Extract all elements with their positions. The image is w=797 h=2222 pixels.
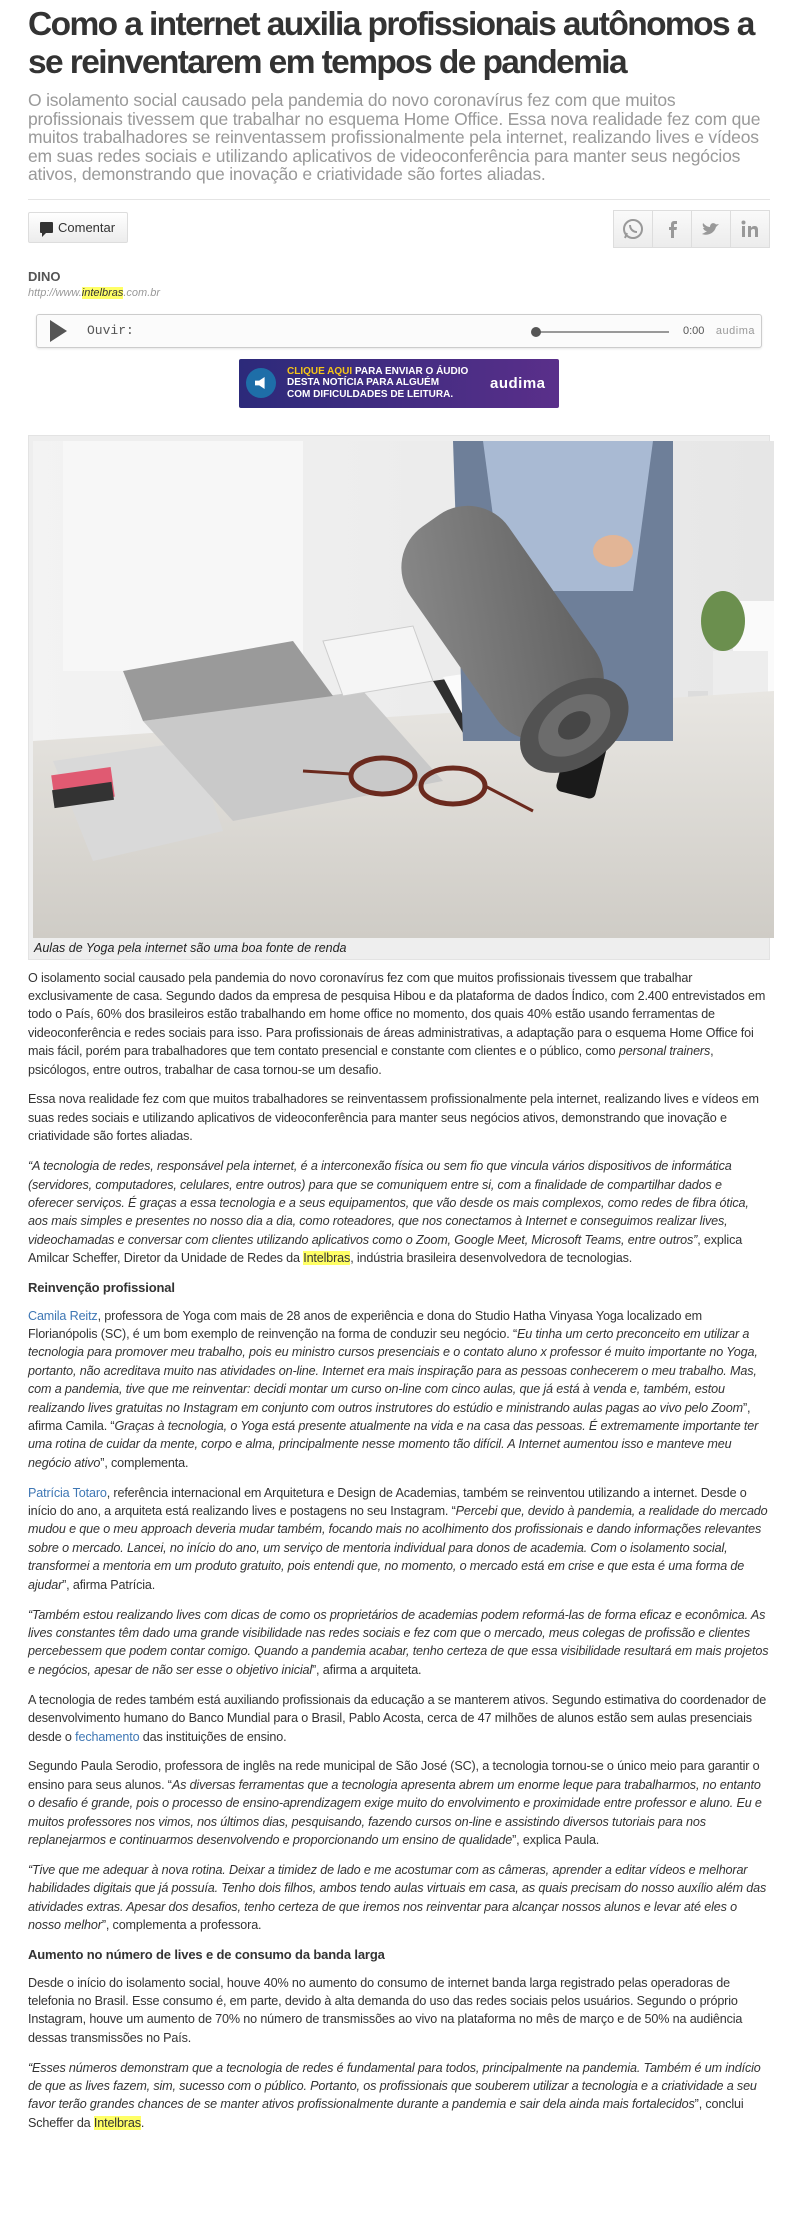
p11-end: .	[140, 2115, 145, 2130]
player-progress-handle[interactable]	[531, 327, 541, 337]
source-prefix: http://www.	[28, 286, 82, 299]
article-source[interactable]	[28, 287, 770, 299]
player-label: Ouvir:	[87, 323, 134, 338]
whatsapp-icon	[621, 217, 645, 241]
p7-text: A tecnologia de redes também está auxiliando profissionais da educação a se manterem ativos. Segundo estimativa do coordenador de desenvolvimento humano do Banco Mundial para o Brasil, Pablo Acosta, cerca de 47 milhões de alunos estão sem aulas presenciais desde o	[28, 1692, 767, 1744]
banner-text-2: DESTA NOTÍCIA PARA ALGUÉM	[287, 377, 440, 389]
comment-icon	[40, 222, 53, 233]
p3-quote: “A tecnologia de redes, responsável pela internet, é a interconexão física ou sem fio que vincula vários dispositivos de informática (servidores, computadores, celulares, entre outros) para que se comuniquem entre si, com a finalidade de compartilhar dados e oferecer serviços. É graças a essa tecnologia e a seus equipamentos, que vão desde os mais complexos, como redes de fibra ótica, aos mais simples e presentes no nosso dia a dia, como roteadores, que nos conectamos à Internet e conseguimos realizar lives, videochamadas e conversar com clientes utilizando aplicativos como o Zoom, Google Meet, Microsoft Teams, entre outros”	[28, 1159, 749, 1247]
source-suffix: .com.br	[123, 286, 161, 299]
article-author: DINO	[28, 268, 61, 284]
body-paragraph: Essa nova realidade fez com que muitos trabalhadores se reinventassem profissionalmente pela internet, realizando lives e vídeos em suas redes sociais e utilizando aplicativos de videoconferência para manter seus negócios ativos, demonstrando que inovação e criatividade são fortes aliadas.	[28, 1092, 759, 1144]
p3-end: , indústria brasileira desenvolvedora de tecnologias.	[350, 1251, 633, 1266]
p4-quote-1: Eu tinha um certo preconceito em utilizar a tecnologia para promover meu trabalho, pois eu ministro cursos presenciais e o contato aluno x professor é muito importante no Yoga, portanto, não acreditava muito nas atividades on-line. Internet era mais inspiração para as pessoas conhecerem o meu trabalho. Mas, com a pandemia, tive que me reinventar: decidi montar um curso on-line com cinco aulas, que já está à venda e, também, estou realizando lives gratuitas no Instagram em conjunto com outros instrutores do estúdio e ministrando aulas pagas ao vivo pelo Zoom	[28, 1326, 758, 1415]
banner-text-1: PARA ENVIAR O ÁUDIO	[352, 365, 469, 377]
p6-quote: “Também estou realizando lives com dicas de como os proprietários de academias podem reformá-las de forma eficaz e econômica. As lives constantes têm dado uma grande visibilidade nas redes sociais e fez com que o mercado, meus colegas de profissão e clientes percebessem que podem contar comigo. Quando a pandemia acabar, tenho certeza de que essa visibilidade resultará em mais projetos e negócios, apesar de não ser esse o objetivo inicial	[28, 1607, 769, 1677]
p8-quote: As diversas ferramentas que a tecnologia apresenta abrem um enorme leque para trabalharmos, no entanto o desafio é grande, pois o processo de ensino-aprendizagem exige muito do envolvimento e proximidade entre professor e aluno. Eu e muitos professores nos vimos, nos últimos dias, pesquisando, fazendo cursos on-line e assistindo diversos tutoriais para nos replanejarmos e continuarmos desenvolvendo e proporcionando um ensino de qualidade	[28, 1777, 762, 1848]
twitter-icon	[699, 217, 723, 241]
section-heading: Reinvenção profissional	[28, 1280, 175, 1296]
whatsapp-share-button[interactable]	[613, 210, 653, 248]
banner-highlight: CLIQUE AQUI	[287, 365, 353, 377]
p11-highlight: Intelbras	[93, 2115, 141, 2130]
p4-quote-2: Graças à tecnologia, o Yoga está presente atualmente na vida e na casa das pessoas. É extremamente importante ter uma rotina de cuidar da mente, corpo e alma, principalmente nesse momento tão difícil. A Internet aumentou isso e manteve meu negócio ativo	[28, 1418, 759, 1470]
article-title: Como a internet auxilia profissionais autônomos a se reinventarem em tempos de pandemia	[28, 6, 754, 81]
patricia-totaro-link[interactable]: Patrícia Totaro	[28, 1485, 107, 1500]
linkedin-share-button[interactable]	[730, 210, 770, 248]
p3-mid: , explica Amilcar Scheffer, Diretor da Unidade de Redes da	[28, 1232, 743, 1266]
play-button[interactable]	[37, 315, 73, 347]
banner-text-3: COM DIFICULDADES DE LEITURA.	[287, 388, 454, 400]
p5-end: ”, afirma Patrícia.	[62, 1577, 156, 1592]
facebook-icon	[660, 217, 684, 241]
p1-emphasis: personal trainers	[618, 1044, 711, 1059]
share-bar	[28, 199, 770, 257]
p8-text: Segundo Paula Serodio, professora de inglês na rede municipal de São José (SC), a tecnologia tornou-se o único meio para garantir o ensino para seus alunos. “	[28, 1759, 760, 1792]
p1-end: , psicólogos, entre outros, trabalhar de casa tornou-se um desafio.	[28, 1044, 714, 1077]
article-figure	[28, 435, 770, 960]
play-icon	[50, 320, 67, 342]
body-paragraph	[28, 1861, 770, 1935]
twitter-share-button[interactable]	[691, 210, 731, 248]
figure-caption: Aulas de Yoga pela internet são uma boa fonte de renda	[34, 940, 347, 955]
p11-quote: “Esses números demonstram que a tecnologia de redes é fundamental para todos, principalmente na pandemia. Também é um indício de que as lives fazem, sim, sucesso com o público. Portanto, os profissionais que souberem utilizar a tecnologia e a criatividade a seu favor terão grandes chances de se manter ativos profissionalmente durante a pandemia e sair dela ainda mais fortalecidos	[28, 2060, 761, 2112]
p4-mid: ”, afirma Camila. “	[28, 1400, 751, 1433]
p11-mid: ”, conclui Scheffer da	[28, 2097, 744, 2130]
audima-share-banner[interactable]	[239, 359, 559, 408]
banner-text	[287, 366, 472, 401]
comment-label: Comentar	[58, 219, 116, 235]
player-brand: audima	[715, 324, 755, 337]
p6-end: ”, afirma a arquiteta.	[312, 1662, 422, 1677]
p5-quote: Percebi que, devido à pandemia, a realidade do mercado mudou e que o meu approach deveria mudar também, focando mais no acolhimento dos profissionais e dando informações relevantes sobre o mercado. Lancei, no início do ano, um serviço de mentoria individual para donos de academia. Com o isolamento social, transformei a mentoria em um produto gratuito, pois entendi que, no momento, o mercado está em crise e que esta é uma forma de ajudar	[28, 1504, 768, 1592]
body-paragraph: Desde o início do isolamento social, houve 40% no aumento do consumo de internet banda larga registrado pelas operadoras de telefonia no Brasil. Esse consumo é, em parte, devido à alta demanda do uso das redes sociais pelos usuários. Segundo o próprio Instagram, houve um aumento de 70% no número de transmissões ao vivo na plataforma no mês de março e de 50% na audiência dessas transmissões no País.	[28, 1975, 743, 2045]
fechamento-link[interactable]: fechamento	[75, 1729, 140, 1744]
player-time: 0:00	[683, 324, 705, 337]
photo-illustration	[33, 441, 774, 938]
article-lead: O isolamento social causado pela pandemia do novo coronavírus fez com que muitos profissionais tivessem que trabalhar no esquema Home Office. Essa nova realidade fez com que muitos trabalhadores se reinventassem profissionalmente pela internet, realizando lives e vídeos em suas redes sociais e utilizando aplicativos de videoconferência para manter seus negócios ativos, demonstrando que inovação e criatividade são fortes aliadas.	[28, 90, 761, 184]
p9-end: ”, complementa a professora.	[101, 1918, 262, 1933]
yoga-office-photo	[33, 441, 774, 938]
p7-end: das instituições de ensino.	[139, 1729, 287, 1744]
facebook-share-button[interactable]	[652, 210, 692, 248]
p5-text: , referência internacional em Arquitetura e Design de Academias, também se reinventou utilizando a internet. Desde o início do ano, a arquiteta está realizando lives e postagens no seu Instagram. “	[28, 1485, 747, 1519]
linkedin-icon	[738, 217, 762, 241]
speaker-icon	[246, 368, 276, 398]
audio-player	[36, 314, 762, 348]
comment-button[interactable]	[28, 212, 128, 243]
body-paragraph	[28, 969, 770, 1079]
source-highlight: intelbras	[81, 286, 124, 299]
p8-end: ”, explica Paula.	[512, 1833, 600, 1848]
body-paragraph	[28, 1484, 770, 1594]
p3-highlight: Intelbras	[303, 1251, 351, 1266]
body-paragraph	[28, 1757, 770, 1849]
section-heading: Aumento no número de lives e de consumo da banda larga	[28, 1947, 385, 1963]
body-paragraph	[28, 1691, 770, 1746]
article-body	[28, 969, 770, 2133]
p9-quote: “Tive que me adequar à nova rotina. Deixar a timidez de lado e me acostumar com as câmeras, aprender a editar vídeos e melhorar habilidades digitais que já possuía. Tenho dois filhos, ambos tendo aulas virtuais em casa, as quais precisam do nosso auxílio além das atividades extras. Apesar dos desafios, tenho certeza de que iremos nos reinventar para alcançar nossos alunos e levar até eles o nosso melhor	[28, 1862, 767, 1933]
camila-reitz-link[interactable]: Camila Reitz	[28, 1308, 98, 1323]
body-paragraph	[28, 2059, 770, 2133]
body-paragraph	[28, 1606, 770, 1680]
p4-end: ”, complementa.	[100, 1455, 189, 1470]
body-paragraph	[28, 1157, 770, 1267]
banner-logo: audima	[490, 374, 546, 392]
player-progress-track[interactable]	[534, 331, 669, 333]
p4-text: , professora de Yoga com mais de 28 anos de experiência e dona do Studio Hatha Vinyasa Yoga localizado em Florianópolis (SC), é um bom exemplo de reinvenção na forma de conduzir seu negócio. “	[28, 1308, 702, 1341]
p1-text: O isolamento social causado pela pandemia do novo coronavírus fez com que muitos profissionais tivessem que trabalhar exclusivamente de casa. Segundo dados da empresa de pesquisa Hibou e da plataforma de dados Índico, com 2.400 entrevistados em todo o País, 60% dos brasileiros estão trabalhando em home office no momento, dos quais 40% estão usando ferramentas de videoconferência e redes sociais para isso. Para profissionais de áreas administrativas, a adaptação para o esquema Home Office foi mais fácil, porém para trabalhadores que tem contato presencial e constante com clientes e o público, como	[28, 970, 766, 1059]
body-paragraph	[28, 1307, 770, 1473]
social-share-group	[614, 210, 770, 248]
